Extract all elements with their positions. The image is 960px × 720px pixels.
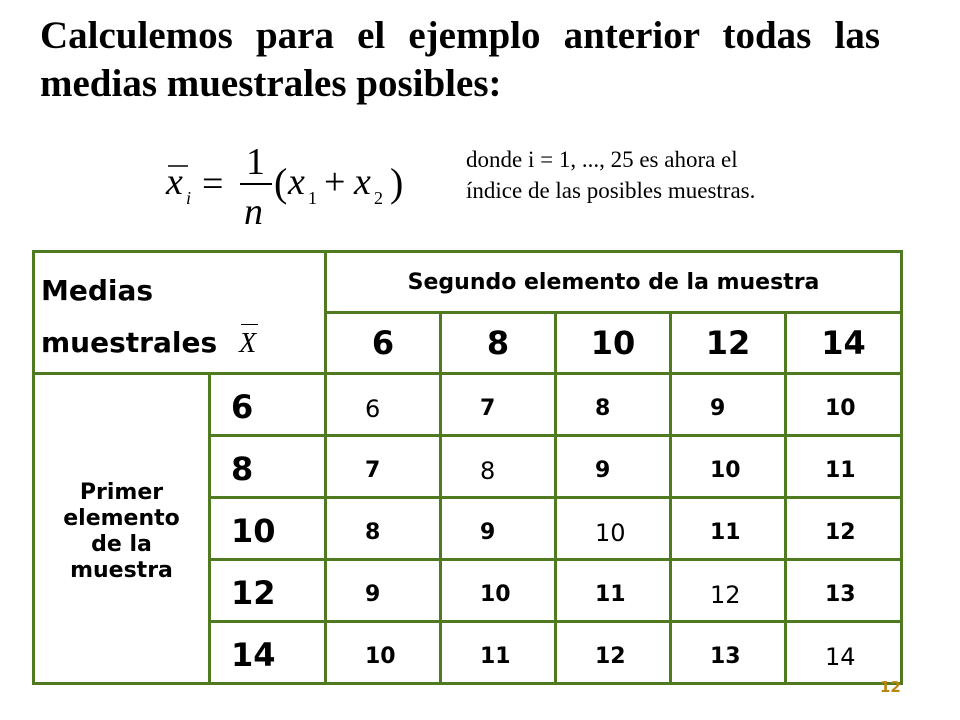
page-number: 12: [880, 678, 901, 696]
table-cell: 14: [786, 622, 902, 684]
sample-mean-formula: [160, 132, 420, 232]
table-corner-header: [34, 252, 326, 374]
formula-sub2: 2: [374, 188, 383, 208]
column-header: 10: [556, 313, 671, 374]
column-header: 12: [671, 313, 786, 374]
formula-var2: x: [354, 161, 371, 203]
column-header: 8: [441, 313, 556, 374]
table-cell: 12: [556, 622, 671, 684]
table-cell: 9: [326, 560, 441, 622]
table-cell: 8: [556, 374, 671, 436]
formula-paren-open: (: [274, 160, 288, 205]
table-cell: 12: [786, 498, 902, 560]
table-cell: 12: [671, 560, 786, 622]
corner-label-2-wrap: [41, 317, 324, 370]
formula-note: [466, 144, 886, 206]
x-bar-symbol: X: [239, 318, 256, 370]
table-cell: 13: [671, 622, 786, 684]
formula-denominator: n: [244, 191, 263, 232]
formula-plus: +: [324, 161, 346, 203]
table-cell: 9: [441, 498, 556, 560]
table-cell: 11: [441, 622, 556, 684]
table-cell: 10: [671, 436, 786, 498]
table-cell: 8: [326, 498, 441, 560]
table-cell: 7: [441, 374, 556, 436]
row-header: 12: [210, 560, 326, 622]
table-cell: 10: [556, 498, 671, 560]
table-cell: 13: [786, 560, 902, 622]
formula-sub1: 1: [308, 188, 317, 208]
column-group-header: Segundo elemento de la muestra: [326, 252, 902, 313]
table-cell: 11: [671, 498, 786, 560]
column-header: 14: [786, 313, 902, 374]
table-cell: 10: [786, 374, 902, 436]
formula-equals: =: [202, 163, 224, 205]
row-group-label-2: elemento: [63, 505, 180, 531]
formula-lhs-sub: i: [186, 188, 192, 208]
row-group-label-3: de la: [91, 531, 152, 557]
corner-label-2: muestrales: [41, 326, 218, 359]
formula-var1: x: [288, 161, 305, 203]
column-header: 6: [326, 313, 441, 374]
table-cell: 11: [556, 560, 671, 622]
title-line-1: Calculemos para el ejemplo anterior todas las: [40, 14, 880, 57]
formula-lhs-var: x: [166, 161, 183, 203]
title-line-2: medias muestrales posibles:: [40, 62, 502, 105]
row-group-label-1: Primer: [79, 479, 164, 505]
formula-paren-close: ): [390, 160, 404, 205]
row-header: 14: [210, 622, 326, 684]
sample-means-table: [32, 250, 903, 685]
table-cell: 9: [671, 374, 786, 436]
note-line-2: índice de las posibles muestras.: [466, 178, 756, 203]
row-header: 8: [210, 436, 326, 498]
slide-title: [40, 12, 880, 108]
note-line-1: donde i = 1, ..., 25 es ahora el: [466, 147, 738, 172]
table-cell: 8: [441, 436, 556, 498]
table-cell: 11: [786, 436, 902, 498]
table-cell: 9: [556, 436, 671, 498]
table-cell: 7: [326, 436, 441, 498]
row-group-header: [34, 374, 210, 684]
row-group-label-4: muestra: [70, 557, 173, 583]
table-cell: 10: [441, 560, 556, 622]
table-cell: 10: [326, 622, 441, 684]
row-header: 10: [210, 498, 326, 560]
formula-numerator: 1: [246, 141, 265, 183]
table-cell: 6: [326, 374, 441, 436]
corner-label-1: Medias: [41, 274, 154, 307]
row-header: 6: [210, 374, 326, 436]
